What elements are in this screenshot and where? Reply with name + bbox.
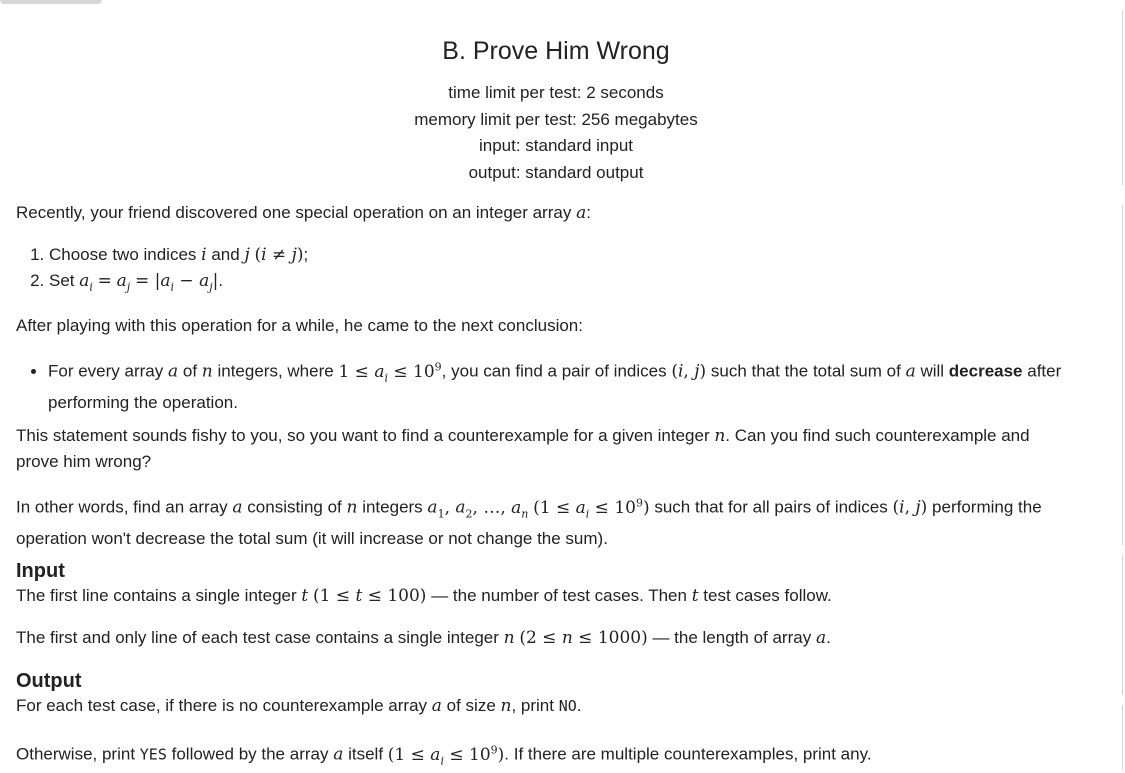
output-heading: Output: [16, 670, 82, 692]
output-line-2: Otherwise, print YES followed by the array a itself $(1 \le a_i \le 10^9)$. If there are multiple counterexamples, print any.: [16, 743, 872, 768]
input-heading: Input: [16, 560, 65, 582]
fishy-paragraph: This statement sounds fishy to you, so you want to find a counterexample for a given integer n. Can you find such counterexample and prove him wrong?: [16, 426, 1030, 471]
list-item: 2. Set $a_i = a_j = |a_i - a_j|$.: [49, 268, 308, 300]
conclusion-list: [16, 354, 1103, 415]
intro-paragraph: Recently, your friend discovered one special operation on an integer array a:: [16, 203, 591, 223]
list-item: 1. Choose two indices i and j (i ≠ j);: [49, 242, 308, 268]
memory-limit: memory limit per test: 256 megabytes: [414, 109, 698, 129]
list-item: • For every array a of n integers, where $1 \le a_i \le 10^9$, you can find a pair of indices (i, j) such that the total sum of a will decrease after performing the operation.: [48, 354, 1103, 415]
input-line-2: The first and only line of each test case contains a single integer n (2 ≤ n ≤ 1000) — the length of array a.: [16, 628, 831, 648]
problem-title: B. Prove Him Wrong: [442, 37, 670, 65]
right-sidebar-border: [1122, 705, 1123, 770]
input-line-1: The first line contains a single integer t (1 ≤ t ≤ 100) — the number of test cases. Then t test cases follow.: [16, 586, 832, 606]
problem-header: [16, 36, 1096, 186]
right-sidebar-border: [1122, 205, 1123, 545]
problem-statement: [16, 0, 1096, 768]
after-paragraph: After playing with this operation for a while, he came to the next conclusion:: [16, 316, 583, 335]
output-file: output: standard output: [468, 162, 644, 182]
right-sidebar-border: [1122, 10, 1123, 185]
operation-steps: [16, 242, 308, 300]
output-line-1: For each test case, if there is no counterexample array a of size n, print NO.: [16, 696, 582, 716]
other-words-paragraph: In other words, find an array a consisting of n integers $a_1$, $a_2$, …, $a_n$ $(1 \le a_i \le 10^9)$ such that for all pairs of indices (i, j) performing the operation won't decrease the total sum (it will increase or not change the sum).: [16, 496, 1042, 549]
time-limit: time limit per test: 2 seconds: [448, 83, 664, 102]
input-file: input: standard input: [478, 136, 634, 155]
right-sidebar-border: [1122, 555, 1123, 695]
